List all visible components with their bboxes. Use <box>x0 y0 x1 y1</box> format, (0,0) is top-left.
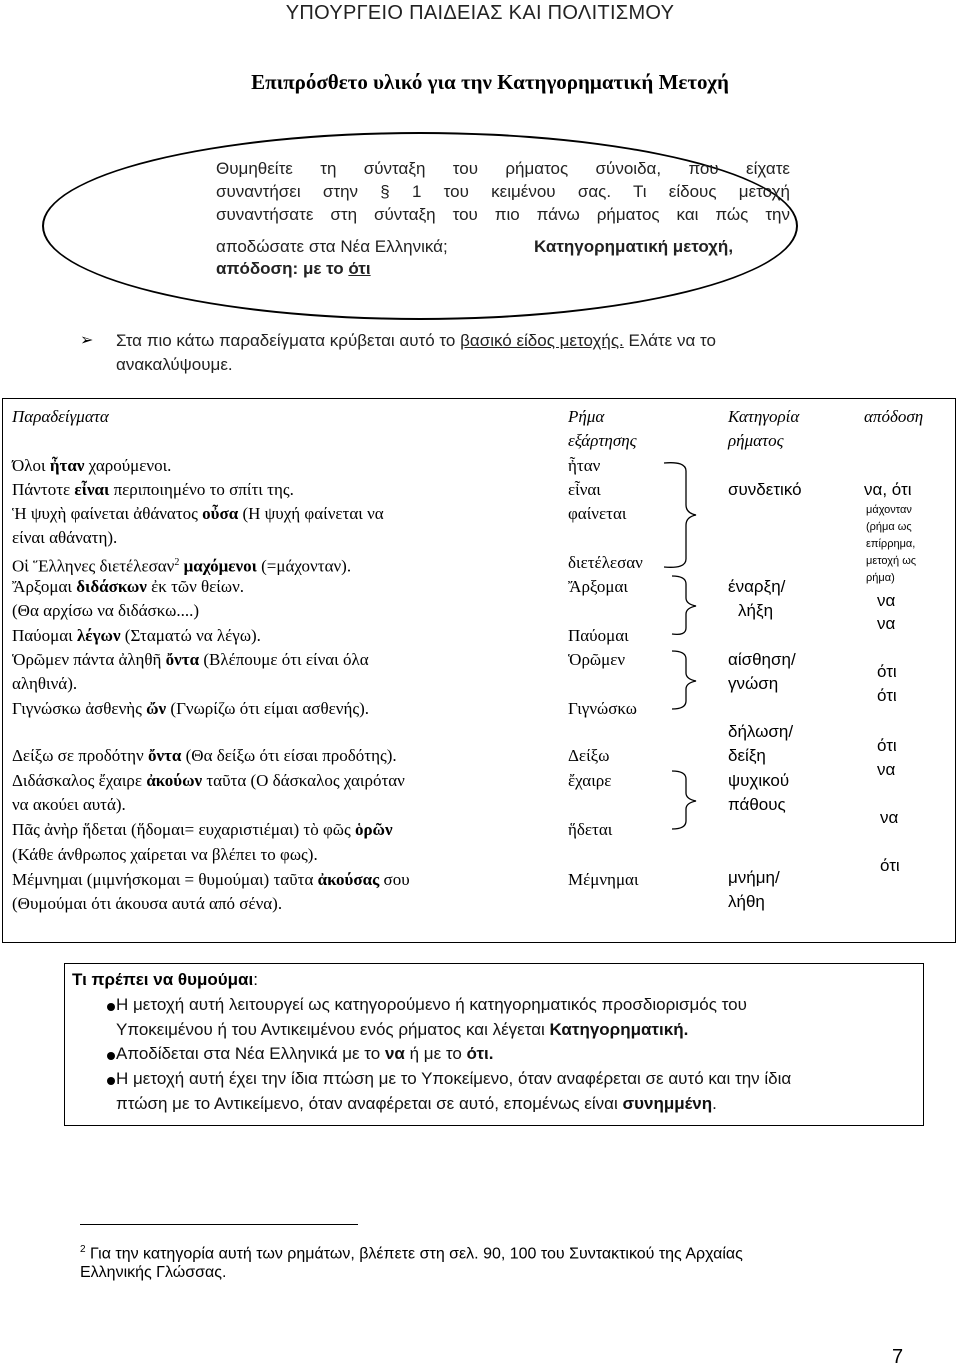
example-1-participle: ἦταν <box>49 456 85 475</box>
example-7-cont: αληθινά). <box>12 674 78 693</box>
brace-1-icon <box>660 455 710 575</box>
example-12-rest: σου <box>379 870 410 889</box>
example-1-rest: χαρούμενοι. <box>84 456 172 475</box>
header-category-2: ρήματος <box>728 431 784 450</box>
rendering-note-4: μετοχή ως <box>866 555 917 567</box>
rendering-8: να <box>880 808 899 827</box>
page-number: 7 <box>892 1346 904 1368</box>
rendering-9: ότι <box>880 856 900 875</box>
verb-2: εἶναι <box>568 480 601 499</box>
intro-line-1 <box>116 331 716 351</box>
example-7-text: Ὁρῶμεν πάντα ἀληθῆ <box>12 650 166 669</box>
example-4-text: Οἱ Ἕλληνες διετέλεσαν <box>12 556 175 576</box>
footnote-line-2: Ελληνικής Γλώσσας. <box>80 1264 227 1281</box>
header-examples: Παραδείγματα <box>12 407 109 426</box>
example-5 <box>12 577 244 597</box>
rendering-note-1: μάχονταν <box>866 504 912 516</box>
example-12-text: Μέμνημαι (μιμνήσκομαι = θυμούμαι) ταῦτα <box>12 870 318 889</box>
header-category-1: Κατηγορία <box>728 407 800 426</box>
example-10-rest: ταῦτα (Ο δάσκαλος χαιρόταν <box>202 771 405 790</box>
rule-1-term: Κατηγορηματική. <box>549 1020 689 1039</box>
category-emotion-1: ψυχικού <box>728 771 790 790</box>
rule-3-line-2 <box>116 1094 717 1114</box>
rule-1-line-2 <box>116 1020 688 1040</box>
rule-3-text: πτώση με το Αντικείμενο, όταν αναφέρεται σε αυτό, επομένως είναι <box>116 1094 623 1113</box>
footnote-line-1 <box>80 1240 743 1264</box>
ellipse-line-3: συναντήσατε στη σύνταξη του πιο πάνω ρήματος και πώς την <box>216 205 790 224</box>
example-9 <box>12 746 397 766</box>
category-linking: συνδετικό <box>728 480 802 499</box>
example-2-rest: περιποιημένο το σπίτι της. <box>109 480 294 499</box>
verb-7: Ὁρῶμεν <box>568 650 626 669</box>
example-4 <box>12 553 351 577</box>
footnote-rule <box>80 1224 358 1225</box>
rules-title-text: Τι πρέπει να θυμούμαι <box>72 970 254 989</box>
example-5-cont: (Θα αρχίσω να διδάσκω....) <box>12 601 199 620</box>
bullet-2-icon <box>107 1052 115 1060</box>
ellipse-line-4 <box>216 236 796 259</box>
rules-title <box>72 970 258 990</box>
verb-6: Παύομαι <box>568 626 629 645</box>
example-7 <box>12 650 369 670</box>
category-memory-2: λήθη <box>728 892 765 911</box>
example-11-text: Πᾶς ἀνὴρ ἥδεται (ἥδομαι= ευχαριστιέμαι) τὸ φῶς <box>12 820 355 839</box>
rendering-7: να <box>877 760 896 779</box>
footnote-text-1: Για την κατηγορία αυτή των ρημάτων, βλέπετε στη σελ. 90, 100 του Συντακτικού της Αρχαίας <box>90 1245 743 1263</box>
example-10-text: Διδάσκαλος ἔχαιρε <box>12 771 147 790</box>
example-1-text: Όλοι <box>12 456 50 475</box>
example-4-participle: μαχόμενοι <box>179 556 257 576</box>
rule-2 <box>116 1044 493 1064</box>
rule-2-text: Αποδίδεται στα Νέα Ελληνικά με το <box>116 1044 385 1063</box>
category-memory-1: μνήμη/ <box>728 868 780 887</box>
example-9-rest: (Θα δείξω ότι είσαι προδότης). <box>181 746 397 765</box>
example-9-participle: ὄντα <box>147 746 182 765</box>
rendering-note-2: (ρήμα ως <box>866 521 912 533</box>
bullet-1-icon <box>107 1003 115 1011</box>
example-6-participle: λέγων <box>76 626 121 645</box>
category-perception-2: γνώση <box>728 674 779 693</box>
example-8-rest: (Γνωρίζω ότι είμαι ασθενής). <box>166 699 369 718</box>
example-10 <box>12 771 405 791</box>
example-10-participle: ἀκούων <box>146 771 203 790</box>
rendering-note-5: ρήμα) <box>866 572 895 584</box>
example-7-participle: ὄντα <box>165 650 200 669</box>
rule-1-text: Υποκειμένου ή του Αντικειμένου ενός ρήματος και λέγεται <box>116 1020 550 1039</box>
example-11-cont: (Κάθε άνθρωπος χαίρεται να βλέπει το φως). <box>12 845 318 864</box>
example-7-rest: (Βλέπουμε ότι είναι όλα <box>199 650 369 669</box>
rendering-3: να <box>877 614 896 633</box>
verb-12: Μέμνημαι <box>568 870 639 889</box>
footnote-ref: 2 <box>174 557 180 568</box>
example-8-participle: ὤν <box>146 699 167 718</box>
rule-2-oti: ότι. <box>466 1044 494 1063</box>
intro-part-1: Στα πιο κάτω παραδείγματα κρύβεται αυτό το <box>116 331 456 350</box>
example-4-rest: (=μάχονταν). <box>256 556 352 576</box>
example-3 <box>12 504 384 524</box>
brace-2-icon <box>660 570 710 640</box>
example-9-text: Δείξω σε προδότην <box>12 746 148 765</box>
example-6 <box>12 626 261 646</box>
category-perception-1: αίσθηση/ <box>728 650 796 669</box>
rendering-1: να, ότι <box>864 480 912 499</box>
example-8-text: Γιγνώσκω ἀσθενὴς <box>12 699 147 718</box>
example-2 <box>12 480 294 500</box>
rule-3-term: συνημμένη <box>622 1094 713 1113</box>
verb-1: ἦταν <box>568 456 601 475</box>
verb-4: διετέλεσαν <box>568 553 643 572</box>
example-2-text: Πάντοτε <box>12 480 75 499</box>
example-12 <box>12 870 410 890</box>
category-start-2: λήξη <box>738 601 774 620</box>
rendering-6: ότι <box>877 736 897 755</box>
example-10-cont: να ακούει αυτά). <box>12 795 126 814</box>
ellipse-rendering-value: ότι <box>348 259 371 278</box>
verb-9: Δείξω <box>568 746 610 765</box>
header-verb-1: Ρήμα <box>568 407 605 426</box>
header-verb-2: εξάρτησης <box>568 431 637 450</box>
verb-5: Ἄρξομαι <box>568 577 628 596</box>
example-11-participle: ὁρῶν <box>354 820 393 839</box>
rendering-5: ότι <box>877 686 897 705</box>
rule-3-period: . <box>712 1094 717 1113</box>
ellipse-answer: Κατηγορηματική μετοχή, <box>534 237 734 256</box>
example-12-cont: (Θυμούμαι ότι άκουσα αυτά από σένα). <box>12 894 283 913</box>
example-11 <box>12 820 393 840</box>
ellipse-line-1: Θυμηθείτε τη σύνταξη του ρήματος σύνοιδα, που είχατε <box>216 159 790 178</box>
footnote-number: 2 <box>80 1244 86 1255</box>
intro-part-2: βασικό είδος μετοχής. <box>460 331 624 350</box>
ministry-header: ΥΠΟΥΡΓΕΙΟ ΠΑΙΔΕΙΑΣ ΚΑΙ ΠΟΛΙΤΙΣΜΟΥ <box>285 2 675 24</box>
brace-3-icon <box>660 645 710 715</box>
page-title: Επιπρόσθετο υλικό για την Κατηγορηματική Μετοχή <box>251 70 729 94</box>
example-3-text: Ἡ ψυχὴ φαίνεται ἀθάνατος <box>12 504 203 523</box>
ellipse-line-2: συναντήσει στην § 1 του κειμένου σας. Τι είδους μετοχή <box>216 182 790 201</box>
example-12-participle: ἀκούσας <box>317 870 380 889</box>
verb-8: Γιγνώσκω <box>568 699 637 718</box>
rule-3-line-1: Η μετοχή αυτή έχει την ίδια πτώση με το Υποκείμενο, όταν αναφέρεται σε αυτό και την ίδια <box>116 1069 792 1088</box>
rule-2-na: να <box>384 1044 405 1063</box>
example-5-participle: διδάσκων <box>76 577 147 596</box>
rule-2-or: ή με το <box>404 1044 467 1063</box>
category-declaration-1: δήλωση/ <box>728 722 794 741</box>
category-declaration-2: δείξη <box>728 746 766 765</box>
rules-title-colon: : <box>253 970 258 989</box>
rendering-2: να <box>877 591 896 610</box>
intro-line-2: ανακαλύψουμε. <box>116 355 233 374</box>
example-2-participle: εἶναι <box>74 480 110 499</box>
rendering-note-3: επίρρημα, <box>866 538 916 550</box>
example-5-rest: ἐκ τῶν θείων. <box>146 577 245 596</box>
verb-3: φαίνεται <box>568 504 627 523</box>
ellipse-line-5 <box>216 258 790 281</box>
example-3-rest: (Η ψυχή φαίνεται να <box>238 504 384 523</box>
rendering-4: ότι <box>877 662 897 681</box>
example-5-text: Ἄρξομαι <box>12 577 77 596</box>
example-6-rest: (Σταματώ να λέγω). <box>120 626 261 645</box>
category-start-1: έναρξη/ <box>728 577 786 596</box>
example-3-participle: οὖσα <box>202 504 239 523</box>
category-emotion-2: πάθους <box>728 795 786 814</box>
rule-1-line-1: Η μετοχή αυτή λειτουργεί ως κατηγορούμενο ή κατηγορηματικός προσδιορισμός του <box>116 995 747 1014</box>
verb-11: ἥδεται <box>568 820 613 839</box>
bullet-3-icon <box>107 1077 115 1085</box>
example-6-text: Παύομαι <box>12 626 77 645</box>
example-1 <box>12 456 171 476</box>
header-rendering: απόδοση <box>864 407 924 426</box>
intro-part-3: Ελάτε να το <box>628 331 716 350</box>
example-3-cont: είναι αθάνατη). <box>12 528 118 547</box>
brace-4-icon <box>660 765 710 835</box>
ellipse-question: αποδώσατε στα Νέα Ελληνικά; <box>216 237 448 256</box>
example-8 <box>12 699 369 719</box>
verb-10: ἔχαιρε <box>568 771 612 790</box>
arrow-bullet-icon: ➢ <box>80 332 94 349</box>
ellipse-rendering-label: απόδοση: με το <box>216 259 344 278</box>
